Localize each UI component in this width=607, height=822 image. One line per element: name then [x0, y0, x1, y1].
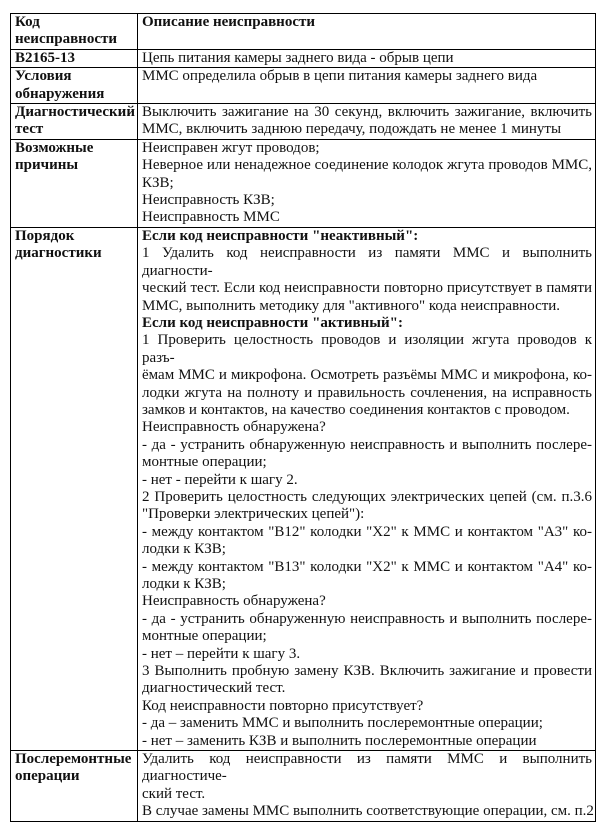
description-line: - между контактом "B13" колодки "X2" к ММС и контактом "A4" ко-	[142, 558, 592, 575]
description-line: ческий тест. Если код неисправности повторно присутствует в памяти	[142, 280, 592, 297]
row-diagnostic-test	[11, 104, 596, 140]
row-label-cell	[11, 14, 138, 50]
row-description-cell	[138, 14, 596, 50]
description-line: КЗВ;	[142, 174, 174, 191]
description-line: - между контактом "B12" колодки "X2" к ММС и контактом "A3" ко-	[142, 523, 592, 540]
description-line: монтные операции;	[142, 454, 267, 471]
row-label-line: неисправности	[15, 31, 117, 48]
description-line: - да - устранить обнаруженную неисправность и выполнить послере-	[142, 610, 592, 627]
description-line: Цепь питания камеры заднего вида - обрыв цепи	[142, 49, 454, 66]
description-heading-line: Если код неисправности "активный":	[142, 314, 403, 331]
row-label-line: диагностики	[15, 245, 102, 262]
description-line: Неисправность КЗВ;	[142, 192, 275, 209]
description-line: 1 Проверить целостность проводов и изоляции жгута проводов к разъ-	[142, 332, 592, 366]
description-line: ММС, выполнить методику для "активного" кода неисправности.	[142, 297, 561, 314]
fault-code-table	[10, 13, 596, 822]
row-description-cell	[138, 139, 596, 227]
description-heading-line: Если код неисправности "неактивный":	[142, 227, 419, 244]
row-label-line: обнаружения	[15, 85, 105, 102]
row-label-line: B2165-13	[15, 49, 75, 66]
row-description-cell	[138, 104, 596, 140]
description-line: 1 Удалить код неисправности из памяти ММС и выполнить диагности-	[142, 245, 592, 279]
description-line: диагностический тест.	[142, 680, 286, 697]
description-heading-line: Описание неисправности	[142, 14, 315, 30]
description-line: лодки жгута на полноту и правильность сочленения, на исправность	[142, 384, 592, 401]
row-label-line: причины	[15, 157, 79, 174]
row-possible-causes	[11, 139, 596, 227]
row-label-cell	[11, 227, 138, 750]
description-line: - нет – перейти к шагу 3.	[142, 645, 301, 662]
row-label-line: тест	[15, 121, 44, 138]
description-line: Выключить зажигание на 30 секунд, включить зажигание, включить	[142, 104, 592, 121]
row-post-repair	[11, 751, 596, 822]
description-line: 2 Проверить целостность следующих электрических цепей (см. п.3.6	[142, 488, 592, 505]
row-label-cell	[11, 68, 138, 104]
row-label-line: Возможные	[15, 139, 94, 156]
row-label-line: Порядок	[15, 227, 75, 244]
description-line: монтные операции;	[142, 628, 267, 645]
row-diagnostic-procedure	[11, 227, 596, 750]
description-line: - нет – заменить КЗВ и выполнить послеремонтные операции	[142, 732, 537, 749]
row-conditions	[11, 68, 596, 104]
row-label-cell	[11, 104, 138, 140]
description-line: Неисправность обнаружена?	[142, 593, 326, 610]
description-line: Удалить код неисправности из памяти ММС и выполнить диагностиче-	[142, 751, 592, 785]
row-description-cell	[138, 227, 596, 750]
row-label-cell	[11, 139, 138, 227]
row-label-cell	[11, 49, 138, 67]
description-line: лодки к КЗВ;	[142, 576, 226, 592]
header-row	[11, 14, 596, 50]
description-line: - нет - перейти к шагу 2.	[142, 471, 298, 488]
description-line: "Проверки электрических цепей"):	[142, 506, 365, 523]
description-line: 3 Выполнить пробную замену КЗВ. Включить зажигание и провести	[142, 663, 592, 680]
row-label-line: Условия	[15, 68, 72, 85]
description-line: ММС определила обрыв в цепи питания камеры заднего вида	[142, 68, 538, 85]
description-line: - да – заменить ММС и выполнить послеремонтные операции;	[142, 715, 543, 732]
row-label-cell	[11, 751, 138, 822]
document-page	[10, 13, 596, 822]
row-description-cell	[138, 751, 596, 822]
row-description-cell	[138, 49, 596, 67]
description-line: ёмам ММС и микрофона. Осмотреть разъёмы ММС и микрофона, ко-	[142, 367, 592, 384]
description-line: Неисправность обнаружена?	[142, 419, 326, 436]
row-label-line: Код	[15, 14, 40, 30]
row-label-line: Послеремонтные	[15, 751, 132, 768]
description-line: ский тест.	[142, 785, 206, 802]
row-label-line: операции	[15, 768, 80, 785]
description-line: Неисправность ММС	[142, 209, 280, 226]
description-line: В случае замены ММС выполнить соответствующие операции, см. п.2	[142, 803, 594, 820]
description-line: замков и контактов, на качество соединения контактов с проводом.	[142, 401, 570, 418]
description-line: Код неисправности повторно присутствует?	[142, 697, 424, 714]
description-line: Неверное или ненадежное соединение колодок жгута проводов ММС,	[142, 157, 592, 174]
description-line: ММС, включить заднюю передачу, подождать не менее 1 минуты	[142, 121, 562, 138]
row-label-line: Диагностический	[15, 104, 135, 121]
row-description-cell	[138, 68, 596, 104]
description-line: лодки к КЗВ;	[142, 541, 226, 558]
description-line: - да - устранить обнаруженную неисправность и выполнить послере-	[142, 436, 592, 453]
description-line: Неисправен жгут проводов;	[142, 139, 320, 156]
row-code	[11, 49, 596, 67]
